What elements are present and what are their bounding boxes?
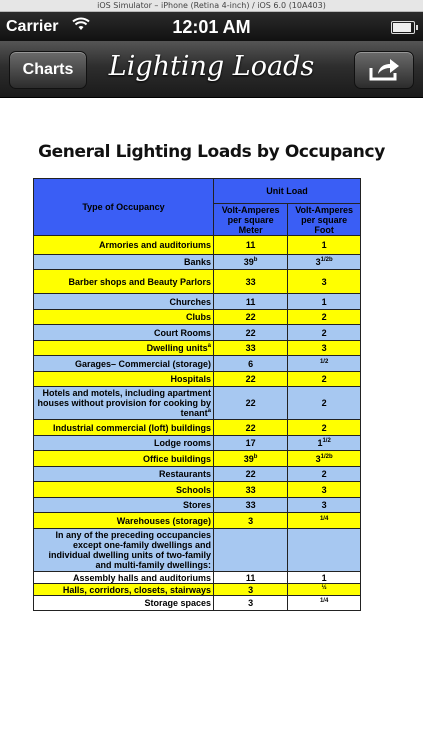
- va-per-sq-meter-value: 22: [214, 372, 288, 387]
- va-per-sq-meter-value: 22: [214, 387, 288, 420]
- va-per-sq-foot-value: 2: [288, 310, 361, 325]
- occupancy-name: Hotels and motels, including apartment houses without provision for cooking by tenant$^a$: [34, 387, 214, 420]
- va-per-sq-foot-value: 2: [288, 420, 361, 436]
- va-per-sq-foot-value: 2: [288, 325, 361, 341]
- va-per-sq-foot-value: $1^{1/2}$: [288, 436, 361, 451]
- occupancy-name: Hospitals: [34, 372, 214, 387]
- va-per-sq-foot-value: 1/2: [288, 356, 361, 372]
- table-row: [34, 270, 361, 294]
- occupancy-name: Lodge rooms: [34, 436, 214, 451]
- navigation-bar: [0, 41, 423, 98]
- occupancy-name: Dwelling units$^a$: [34, 341, 214, 356]
- va-per-sq-meter-value: 11: [214, 294, 288, 310]
- va-per-sq-meter-value: 33: [214, 498, 288, 513]
- table-row: [34, 420, 361, 436]
- occupancy-name: In any of the preceding occupancies except one-family dwellings and individual dwelling units of two-family and multi-family dwellings:: [34, 529, 214, 572]
- va-per-sq-foot-value: ½: [288, 584, 361, 596]
- occupancy-name: Office buildings: [34, 451, 214, 467]
- occupancy-name: Court Rooms: [34, 325, 214, 341]
- table-row: [34, 372, 361, 387]
- va-per-sq-meter-value: 39$^b$: [214, 451, 288, 467]
- va-per-sq-foot-value: 1: [288, 572, 361, 584]
- lighting-loads-table: [33, 178, 361, 611]
- header-unit-load: Unit Load: [214, 179, 361, 204]
- va-per-sq-meter-value: 22: [214, 310, 288, 325]
- occupancy-name: Banks: [34, 255, 214, 270]
- occupancy-name: Barber shops and Beauty Parlors: [34, 270, 214, 294]
- status-time: 12:01 AM: [172, 17, 251, 37]
- va-per-sq-foot-value: 3: [288, 270, 361, 294]
- table-row: [34, 482, 361, 498]
- va-per-sq-foot-value: 3: [288, 482, 361, 498]
- va-per-sq-meter-value: 3: [214, 584, 288, 596]
- va-per-sq-meter-value: 22: [214, 420, 288, 436]
- va-per-sq-meter-value: 11: [214, 572, 288, 584]
- occupancy-name: Restaurants: [34, 467, 214, 482]
- table-row: [34, 236, 361, 255]
- status-bar: [0, 12, 423, 41]
- table-row: [34, 572, 361, 584]
- table-row: [34, 255, 361, 270]
- va-per-sq-meter-value: 3: [214, 596, 288, 611]
- va-per-sq-meter-value: 22: [214, 325, 288, 341]
- occupancy-name: Halls, corridors, closets, stairways: [34, 584, 214, 596]
- va-per-sq-foot-value: 2: [288, 372, 361, 387]
- back-button[interactable]: Charts: [9, 51, 87, 89]
- share-button[interactable]: [354, 51, 414, 89]
- occupancy-name: Churches: [34, 294, 214, 310]
- table-row: [34, 436, 361, 451]
- header-va-per-sq-meter: Volt-Amperes per square Meter: [214, 204, 288, 236]
- va-per-sq-meter-value: 33: [214, 270, 288, 294]
- header-occupancy: Type of Occupancy: [34, 179, 214, 236]
- va-per-sq-meter-value: 33: [214, 482, 288, 498]
- va-per-sq-meter-value: 3: [214, 513, 288, 529]
- va-per-sq-meter-value: 39$^b$: [214, 255, 288, 270]
- table-row: [34, 341, 361, 356]
- share-icon: [355, 75, 413, 92]
- table-row: [34, 467, 361, 482]
- table-row: [34, 513, 361, 529]
- va-per-sq-meter-value: [214, 529, 288, 572]
- va-per-sq-foot-value: [288, 529, 361, 572]
- occupancy-name: Clubs: [34, 310, 214, 325]
- occupancy-name: Schools: [34, 482, 214, 498]
- va-per-sq-meter-value: 33: [214, 341, 288, 356]
- occupancy-name: Stores: [34, 498, 214, 513]
- table-row: [34, 387, 361, 420]
- nav-title: Lighting Loads: [108, 51, 315, 82]
- occupancy-name: Assembly halls and auditoriums: [34, 572, 214, 584]
- occupancy-name: Garages– Commercial (storage): [34, 356, 214, 372]
- battery-icon: [391, 21, 415, 34]
- table-row: [34, 596, 361, 611]
- table-row: [34, 325, 361, 341]
- table-body: [34, 236, 361, 611]
- va-per-sq-foot-value: $3^{1/2b}$: [288, 451, 361, 467]
- table-row: [34, 310, 361, 325]
- simulator-title-bar: [0, 0, 423, 12]
- va-per-sq-foot-value: 2: [288, 387, 361, 420]
- occupancy-name: Storage spaces: [34, 596, 214, 611]
- table-row: [34, 294, 361, 310]
- va-per-sq-foot-value: 1: [288, 236, 361, 255]
- va-per-sq-foot-value: 1/4: [288, 513, 361, 529]
- va-per-sq-meter-value: 22: [214, 467, 288, 482]
- va-per-sq-foot-value: $3^{1/2b}$: [288, 255, 361, 270]
- occupancy-name: Warehouses (storage): [34, 513, 214, 529]
- header-va-per-sq-foot: Volt-Amperes per square Foot: [288, 204, 361, 236]
- occupancy-name: Armories and auditoriums: [34, 236, 214, 255]
- simulator-title: iOS Simulator – iPhone (Retina 4-inch) / iOS 6.0 (10A403): [97, 1, 326, 10]
- table-row: [34, 498, 361, 513]
- table-row: [34, 451, 361, 467]
- occupancy-name: Industrial commercial (loft) buildings: [34, 420, 214, 436]
- va-per-sq-meter-value: 11: [214, 236, 288, 255]
- va-per-sq-foot-value: 3: [288, 341, 361, 356]
- chart-title: General Lighting Loads by Occupancy: [38, 142, 385, 162]
- va-per-sq-meter-value: 17: [214, 436, 288, 451]
- va-per-sq-foot-value: 1: [288, 294, 361, 310]
- table-row: [34, 356, 361, 372]
- table-row: [34, 584, 361, 596]
- va-per-sq-meter-value: 6: [214, 356, 288, 372]
- table-row: [34, 529, 361, 572]
- va-per-sq-foot-value: 2: [288, 467, 361, 482]
- va-per-sq-foot-value: 3: [288, 498, 361, 513]
- va-per-sq-foot-value: 1/4: [288, 596, 361, 611]
- carrier-label: Carrier: [6, 18, 59, 35]
